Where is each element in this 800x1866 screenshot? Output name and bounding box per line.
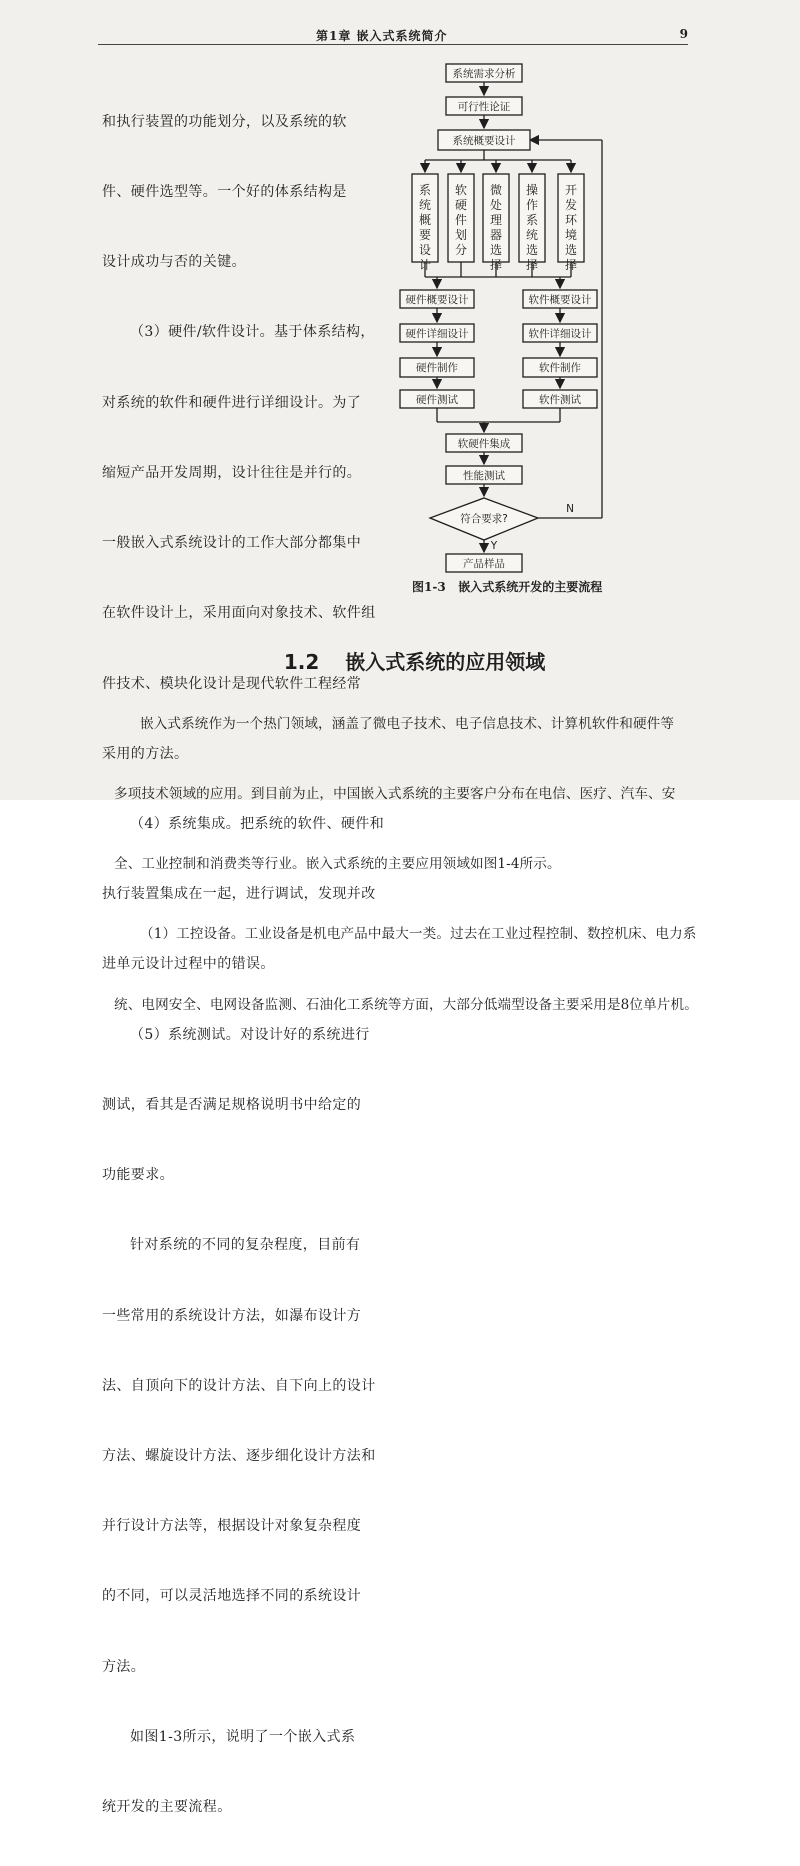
label-column-2: 软硬件划分 [454, 183, 468, 257]
text-line: 并行设计方法等，根据设计对象复杂程度 [102, 1518, 362, 1535]
label-hw-overview: 硬件概要设计 [405, 294, 469, 306]
text-line: 多项技术领域的应用。到目前为止，中国嵌入式系统的主要客户分布在电信、医疗、汽车、安 [114, 786, 676, 803]
page-number: 9 [679, 27, 688, 41]
label-system-overview: 系统概要设计 [452, 135, 516, 147]
text-line: 和执行装置的功能划分，以及系统的软 [102, 113, 347, 130]
label-perf-test: 性能测试 [463, 470, 505, 482]
figure-caption: 图1-3 嵌入式系统开发的主要流程 [412, 580, 603, 594]
label-column-5: 开发环境选择 [564, 183, 578, 272]
section-title: 嵌入式系统的应用领域 [345, 650, 546, 674]
label-sw-make: 软件制作 [539, 362, 581, 374]
label-column-3: 微处理器选择 [489, 183, 503, 272]
text-line: 件技术、模块化设计是现代软件工程经常 [102, 675, 362, 692]
text-line: 针对系统的不同的复杂程度，目前有 [130, 1237, 361, 1254]
text-line: 执行装置集成在一起，进行调试，发现并改 [102, 886, 376, 903]
text-line: 统、电网安全、电网设备监测、石油化工系统等方面，大部分低端型设备主要采用是8位单片机。 [114, 996, 698, 1013]
text-line: 在软件设计上，采用面向对象技术、软件组 [102, 605, 376, 622]
text-line: 如图1-3所示，说明了一个嵌入式系 [130, 1728, 356, 1745]
text-line: 一般嵌入式系统设计的工作大部分都集中 [102, 535, 362, 552]
label-sw-test: 软件测试 [539, 394, 581, 406]
text-line: （4）系统集成。把系统的软件、硬件和 [130, 816, 385, 832]
label-hw-make: 硬件制作 [416, 362, 458, 374]
label-requirements: 系统需求分析 [452, 68, 516, 80]
label-sw-detail: 软件详细设计 [528, 328, 592, 340]
text-line: 嵌入式系统作为一个热门领域，涵盖了微电子技术、电子信息技术、计算机软件和硬件等 [140, 715, 675, 732]
label-column-4: 操作系统选择 [525, 183, 539, 272]
text-line: （5）系统测试。对设计好的系统进行 [130, 1026, 370, 1043]
text-line: 统开发的主要流程。 [102, 1799, 232, 1816]
text-line: 件、硬件选型等。一个好的体系结构是 [102, 184, 347, 201]
label-integrate: 软硬件集成 [457, 438, 511, 450]
text-line: （1）工控设备。工业设备是机电产品中最大一类。过去在工业过程控制、数控机床、电力系 [140, 926, 697, 943]
label-hw-test: 硬件测试 [416, 394, 458, 406]
text-line: 法、自顶向下的设计方法、自下向上的设计 [102, 1377, 376, 1394]
text-line: 对系统的软件和硬件进行详细设计。为了 [102, 394, 362, 411]
text-line: 方法。 [102, 1658, 146, 1675]
label-sw-overview: 软件概要设计 [528, 294, 592, 306]
text-line: 方法、螺旋设计方法、逐步细化设计方法和 [102, 1447, 376, 1464]
label-hw-detail: 硬件详细设计 [405, 328, 469, 340]
label-column-1: 系统概要设计 [418, 183, 432, 272]
text-line: 设计成功与否的关键。 [102, 254, 246, 271]
text-line: 全、工业控制和消费类等行业。嵌入式系统的主要应用领域如图1-4所示。 [114, 856, 561, 873]
label-feasibility: 可行性论证 [457, 101, 511, 113]
chapter-title: 第1章 嵌入式系统简介 [316, 29, 448, 43]
section-number: 1.2 [283, 650, 320, 674]
text-line: 缩短产品开发周期，设计往往是并行的。 [102, 464, 362, 481]
text-line: 进单元设计过程中的错误。 [102, 956, 275, 973]
label-yes: Y [490, 540, 498, 552]
body-text [114, 666, 698, 1064]
text-line: （3）硬件/软件设计。基于体系结构， [130, 324, 375, 341]
text-line: 采用的方法。 [102, 745, 189, 762]
label-product: 产品样品 [463, 558, 505, 570]
label-decision: 符合要求? [460, 513, 508, 525]
text-line: 一些常用的系统设计方法，如瀑布设计方 [102, 1307, 362, 1324]
text-line: 的不同，可以灵活地选择不同的系统设计 [102, 1588, 362, 1605]
label-no: N [566, 503, 574, 515]
text-line: 功能要求。 [102, 1167, 174, 1184]
text-line: 测试，看其是否满足规格说明书中给定的 [102, 1096, 362, 1113]
